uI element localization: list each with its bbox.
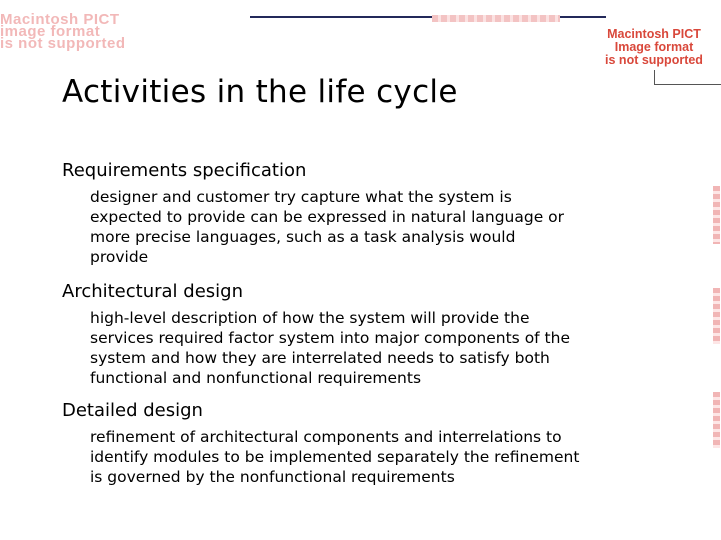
pict-line-3: is not supported	[605, 53, 703, 67]
section-description: high-level description of how the system will provide the services required factor system into major components of the system and how they are interrelated needs to satisfy both functional and nonfunctional requirements	[90, 309, 570, 387]
faded-strip	[432, 15, 560, 22]
pict-line-2: Image format	[614, 40, 694, 54]
pict-faded-line-2: image format	[0, 23, 101, 40]
section-description: refinement of architectural components and interrelations to identify modules to be implemented separately the refinement is governed by the nonfunctional requirements	[90, 428, 580, 486]
edge-strip-3	[713, 392, 720, 448]
section-heading: Architectural design	[62, 281, 243, 302]
pict-line-1: Macintosh PICT	[607, 27, 701, 41]
section-detailed	[62, 400, 579, 487]
pict-placeholder	[588, 28, 720, 68]
section-description: designer and customer try capture what the system is expected to provide can be expressed in natural language or more precise languages, such as a task analysis would provide	[90, 188, 565, 266]
pict-frame-corner	[654, 70, 721, 85]
section-architectural	[62, 281, 570, 388]
pict-faded-line-1: Macintosh PICT	[0, 11, 120, 28]
pict-placeholder-faded	[0, 11, 250, 52]
slide-title: Activities in the life cycle	[62, 74, 458, 110]
section-heading: Detailed design	[62, 400, 203, 421]
pict-faded-line-3: is not supported	[0, 35, 126, 52]
edge-strip-1	[713, 186, 720, 244]
edge-strip-2	[713, 288, 720, 344]
section-heading: Requirements specification	[62, 160, 307, 181]
section-requirements	[62, 160, 564, 267]
